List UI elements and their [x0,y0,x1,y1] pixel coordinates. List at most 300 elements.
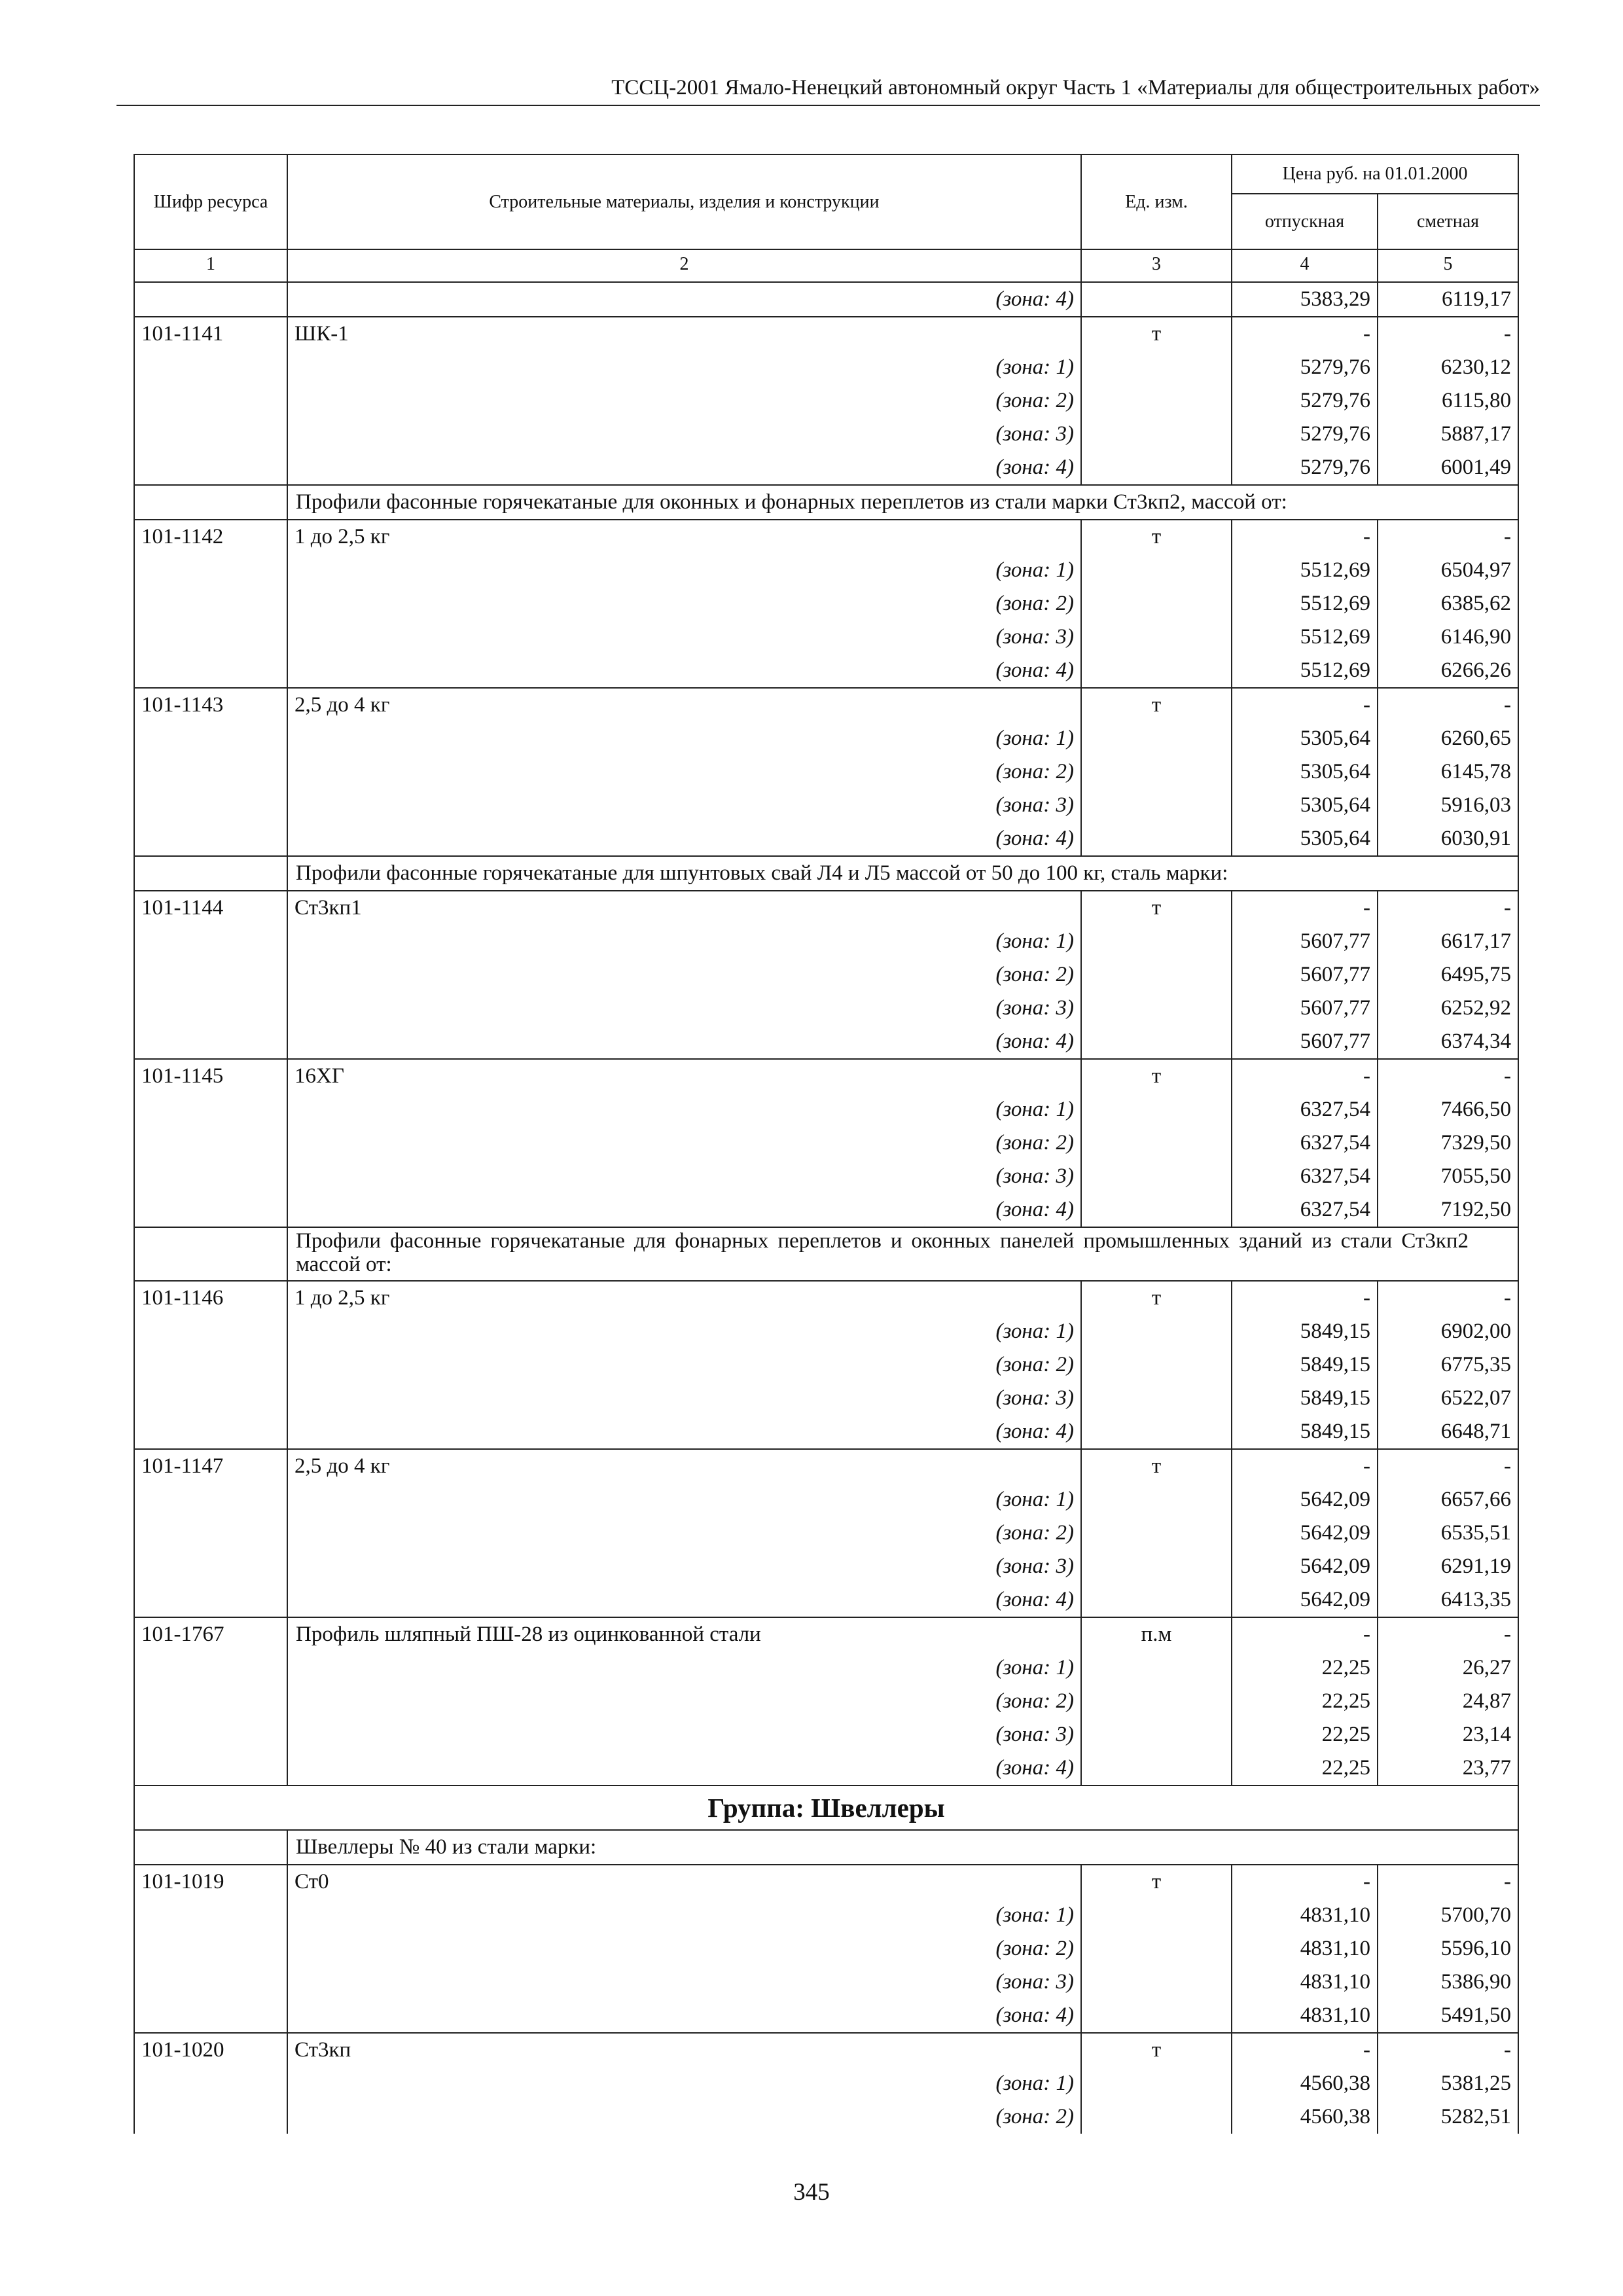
unit-cell [1081,1932,1232,1965]
estimate-price: 5282,51 [1378,2100,1518,2134]
unit-cell: т [1081,520,1232,554]
unit-cell [1081,1160,1232,1193]
unit-cell [1081,1583,1232,1617]
resource-code [134,1965,287,1999]
estimate-price: 6902,00 [1378,1315,1518,1348]
header-price-group: Цена руб. на 01.01.2000 [1232,154,1518,194]
release-price: 6327,54 [1232,1160,1378,1193]
release-price: 22,25 [1232,1685,1378,1718]
estimate-price: 6374,34 [1378,1025,1518,1059]
unit-cell [1081,1899,1232,1932]
unit-cell [1081,1685,1232,1718]
unit-cell [1081,1999,1232,2033]
estimate-price: 6504,97 [1378,554,1518,587]
zone-label: (зона: 3) [287,1718,1081,1751]
release-price: 5279,76 [1232,351,1378,384]
estimate-price: - [1378,1449,1518,1483]
zone-label: (зона: 1) [287,351,1081,384]
unit-cell [1081,654,1232,688]
release-price: 5849,15 [1232,1382,1378,1415]
zone-row [134,1965,1518,1999]
zone-row [134,1193,1518,1227]
estimate-price: 6385,62 [1378,587,1518,620]
estimate-price: 6252,92 [1378,992,1518,1025]
unit-cell [1081,620,1232,654]
group-heading-row [134,1785,1518,1830]
zone-row [134,822,1518,856]
release-price: 4560,38 [1232,2067,1378,2100]
section-heading-row [134,1830,1518,1865]
estimate-price: 6119,17 [1378,282,1518,317]
zone-row [134,992,1518,1025]
estimate-price: 6266,26 [1378,654,1518,688]
estimate-price: 5381,25 [1378,2067,1518,2100]
material-name: 1 до 2,5 кг [287,1281,1081,1315]
resource-code [134,1751,287,1785]
unit-cell: т [1081,1059,1232,1093]
resource-code [134,282,287,317]
material-name: Ст3кп1 [287,891,1081,925]
section-code-cell [134,1830,287,1865]
resource-code: 101-1144 [134,891,287,925]
estimate-price: 6145,78 [1378,755,1518,789]
estimate-price: 6648,71 [1378,1415,1518,1449]
zone-label: (зона: 4) [287,1583,1081,1617]
estimate-price: 5491,50 [1378,1999,1518,2033]
resource-code: 101-1141 [134,317,287,351]
unit-cell: т [1081,688,1232,722]
unit-cell [1081,1093,1232,1126]
section-code-cell [134,1227,287,1281]
estimate-price: - [1378,1281,1518,1315]
zone-label: (зона: 2) [287,384,1081,418]
zone-label: (зона: 4) [287,822,1081,856]
release-price: 5607,77 [1232,925,1378,958]
zone-row [134,2067,1518,2100]
resource-code [134,992,287,1025]
unit-cell [1081,789,1232,822]
resource-code: 101-1142 [134,520,287,554]
material-name: Профиль шляпный ПШ-28 из оцинкованной стали [287,1617,1081,1651]
release-price: 5305,64 [1232,722,1378,755]
release-price: 4560,38 [1232,2100,1378,2134]
unit-cell [1081,351,1232,384]
unit-cell [1081,2067,1232,2100]
zone-row [134,755,1518,789]
estimate-price: 5386,90 [1378,1965,1518,1999]
zone-row [134,1751,1518,1785]
resource-code [134,587,287,620]
estimate-price: 6775,35 [1378,1348,1518,1382]
table-row [134,1281,1518,1315]
resource-code [134,451,287,485]
unit-cell [1081,587,1232,620]
estimate-price: 6260,65 [1378,722,1518,755]
section-code-cell [134,485,287,520]
estimate-price: 6291,19 [1378,1550,1518,1583]
release-price: 4831,10 [1232,1999,1378,2033]
release-price: 5279,76 [1232,451,1378,485]
table-row [134,1865,1518,1899]
header-name: Строительные материалы, изделия и конструкции [287,154,1081,249]
unit-cell [1081,1025,1232,1059]
unit-cell [1081,384,1232,418]
release-price: 5849,15 [1232,1315,1378,1348]
estimate-price: 7055,50 [1378,1160,1518,1193]
release-price: 5849,15 [1232,1348,1378,1382]
zone-row [134,1093,1518,1126]
zone-row [134,2100,1518,2134]
resource-code [134,1932,287,1965]
column-number: 4 [1232,249,1378,282]
resource-code [134,1382,287,1415]
zone-label: (зона: 3) [287,1382,1081,1415]
estimate-price: - [1378,891,1518,925]
unit-cell [1081,1193,1232,1227]
zone-label: (зона: 1) [287,925,1081,958]
column-number-row [134,249,1518,282]
section-code-cell [134,856,287,891]
resource-code [134,925,287,958]
zone-row [134,1718,1518,1751]
zone-label: (зона: 1) [287,1651,1081,1685]
material-name: Ст3кп [287,2033,1081,2067]
zone-row [134,418,1518,451]
estimate-price: 6495,75 [1378,958,1518,992]
unit-cell: т [1081,317,1232,351]
resource-code [134,1583,287,1617]
zone-row [134,587,1518,620]
estimate-price: - [1378,1617,1518,1651]
unit-cell [1081,554,1232,587]
release-price: 5279,76 [1232,384,1378,418]
zone-label: (зона: 4) [287,1751,1081,1785]
resource-code [134,1160,287,1193]
release-price: - [1232,1865,1378,1899]
zone-row [134,451,1518,485]
zone-label: (зона: 3) [287,992,1081,1025]
estimate-price: - [1378,1865,1518,1899]
release-price: 5512,69 [1232,620,1378,654]
unit-cell [1081,1550,1232,1583]
header-estimate-price: сметная [1378,194,1518,249]
unit-cell: т [1081,2033,1232,2067]
release-price: - [1232,317,1378,351]
release-price: 4831,10 [1232,1899,1378,1932]
estimate-price: 6230,12 [1378,351,1518,384]
release-price: 4831,10 [1232,1965,1378,1999]
estimate-price: 7466,50 [1378,1093,1518,1126]
unit-cell: т [1081,1865,1232,1899]
material-name: 1 до 2,5 кг [287,520,1081,554]
unit-cell [1081,925,1232,958]
zone-label: (зона: 2) [287,1516,1081,1550]
release-price: - [1232,520,1378,554]
column-number: 5 [1378,249,1518,282]
zone-label: (зона: 2) [287,2100,1081,2134]
resource-code [134,1126,287,1160]
estimate-price: 5596,10 [1378,1932,1518,1965]
section-heading: Профили фасонные горячекатаные для шпунтовых свай Л4 и Л5 массой от 50 до 100 кг, сталь марки: [287,856,1518,891]
column-number: 1 [134,249,287,282]
section-heading: Швеллеры № 40 из стали марки: [287,1830,1518,1865]
zone-row [134,789,1518,822]
unit-cell [1081,1651,1232,1685]
release-price: - [1232,891,1378,925]
unit-cell [1081,282,1232,317]
release-price: - [1232,1059,1378,1093]
release-price: - [1232,2033,1378,2067]
zone-row [134,1348,1518,1382]
resource-code [134,554,287,587]
column-number: 3 [1081,249,1232,282]
zone-row [134,351,1518,384]
unit-cell [1081,722,1232,755]
estimate-price: 7329,50 [1378,1126,1518,1160]
release-price: 5305,64 [1232,822,1378,856]
table-row [134,2033,1518,2067]
release-price: 5849,15 [1232,1415,1378,1449]
group-heading: Группа: Швеллеры [134,1785,1518,1830]
estimate-price: - [1378,317,1518,351]
zone-label: (зона: 4) [287,282,1081,317]
zone-label: (зона: 3) [287,1965,1081,1999]
estimate-price: 6522,07 [1378,1382,1518,1415]
release-price: 5305,64 [1232,789,1378,822]
unit-cell [1081,1382,1232,1415]
release-price: 22,25 [1232,1751,1378,1785]
resource-code [134,1093,287,1126]
estimate-price: 6657,66 [1378,1483,1518,1516]
zone-row [134,1025,1518,1059]
zone-row [134,1415,1518,1449]
resource-code [134,1899,287,1932]
zone-row [134,958,1518,992]
resource-code [134,620,287,654]
zone-row [134,282,1518,317]
zone-label: (зона: 2) [287,1348,1081,1382]
resource-code [134,1651,287,1685]
resource-code [134,2100,287,2134]
zone-row [134,1932,1518,1965]
zone-row [134,1899,1518,1932]
release-price: 4831,10 [1232,1932,1378,1965]
resource-code [134,1483,287,1516]
price-table-wrapper [134,154,1518,2134]
release-price: 5642,09 [1232,1583,1378,1617]
section-heading-row [134,485,1518,520]
zone-label: (зона: 3) [287,1550,1081,1583]
header-unit: Ед. изм. [1081,154,1232,249]
release-price: 5607,77 [1232,1025,1378,1059]
table-body [134,282,1518,2134]
unit-cell: п.м [1081,1617,1232,1651]
zone-label: (зона: 3) [287,620,1081,654]
release-price: 5607,77 [1232,958,1378,992]
estimate-price: 6146,90 [1378,620,1518,654]
zone-row [134,1651,1518,1685]
zone-label: (зона: 2) [287,587,1081,620]
release-price: 5642,09 [1232,1516,1378,1550]
estimate-price: - [1378,688,1518,722]
resource-code [134,1718,287,1751]
unit-cell [1081,1315,1232,1348]
estimate-price: 5887,17 [1378,418,1518,451]
unit-cell [1081,1965,1232,1999]
estimate-price: - [1378,2033,1518,2067]
resource-code [134,1415,287,1449]
unit-cell [1081,2100,1232,2134]
table-row [134,520,1518,554]
zone-row [134,925,1518,958]
header-release-price: отпускная [1232,194,1378,249]
release-price: - [1232,1449,1378,1483]
release-price: - [1232,1617,1378,1651]
unit-cell [1081,1126,1232,1160]
zone-label: (зона: 2) [287,1126,1081,1160]
unit-cell: т [1081,1449,1232,1483]
zone-label: (зона: 1) [287,1899,1081,1932]
resource-code [134,1685,287,1718]
zone-label: (зона: 4) [287,1193,1081,1227]
zone-row [134,1483,1518,1516]
unit-cell [1081,755,1232,789]
estimate-price: 7192,50 [1378,1193,1518,1227]
zone-label: (зона: 4) [287,1999,1081,2033]
resource-code: 101-1146 [134,1281,287,1315]
release-price: 22,25 [1232,1651,1378,1685]
estimate-price: - [1378,520,1518,554]
unit-cell: т [1081,891,1232,925]
unit-cell [1081,1348,1232,1382]
unit-cell [1081,958,1232,992]
material-name: Ст0 [287,1865,1081,1899]
section-heading: Профили фасонные горячекатаные для фонарных переплетов и оконных панелей промышленных зданий из стали Ст3кп2 массой от: [287,1227,1518,1281]
release-price: 5642,09 [1232,1550,1378,1583]
section-heading-row [134,856,1518,891]
zone-label: (зона: 3) [287,1160,1081,1193]
release-price: 5642,09 [1232,1483,1378,1516]
zone-row [134,654,1518,688]
zone-row [134,1550,1518,1583]
zone-label: (зона: 4) [287,1025,1081,1059]
zone-row [134,1685,1518,1718]
zone-label: (зона: 2) [287,958,1081,992]
resource-code: 101-1020 [134,2033,287,2067]
release-price: 5279,76 [1232,418,1378,451]
estimate-price: 26,27 [1378,1651,1518,1685]
zone-label: (зона: 1) [287,1483,1081,1516]
zone-label: (зона: 1) [287,1093,1081,1126]
resource-code [134,1999,287,2033]
estimate-price: 24,87 [1378,1685,1518,1718]
resource-code [134,822,287,856]
table-row [134,1059,1518,1093]
resource-code [134,722,287,755]
unit-cell [1081,1718,1232,1751]
zone-row [134,620,1518,654]
zone-label: (зона: 3) [287,418,1081,451]
zone-row [134,1583,1518,1617]
zone-label: (зона: 1) [287,554,1081,587]
release-price: 5305,64 [1232,755,1378,789]
unit-cell [1081,1751,1232,1785]
material-name: 16ХГ [287,1059,1081,1093]
resource-code: 101-1145 [134,1059,287,1093]
zone-row [134,1126,1518,1160]
release-price: 5512,69 [1232,554,1378,587]
section-heading: Профили фасонные горячекатаные для оконных и фонарных переплетов из стали марки Ст3кп2, массой от: [287,485,1518,520]
zone-label: (зона: 2) [287,755,1081,789]
resource-code [134,418,287,451]
resource-code [134,1193,287,1227]
page-number: 345 [793,2179,830,2206]
resource-code [134,384,287,418]
resource-code: 101-1147 [134,1449,287,1483]
estimate-price: 6617,17 [1378,925,1518,958]
release-price: 6327,54 [1232,1193,1378,1227]
zone-label: (зона: 3) [287,789,1081,822]
resource-code [134,789,287,822]
estimate-price: 5700,70 [1378,1899,1518,1932]
resource-code: 101-1767 [134,1617,287,1651]
resource-code: 101-1019 [134,1865,287,1899]
release-price: - [1232,1281,1378,1315]
unit-cell [1081,1516,1232,1550]
table-row [134,891,1518,925]
table-row [134,317,1518,351]
zone-label: (зона: 2) [287,1685,1081,1718]
resource-code [134,2067,287,2100]
zone-label: (зона: 4) [287,1415,1081,1449]
zone-row [134,1382,1518,1415]
unit-cell [1081,1483,1232,1516]
resource-code [134,351,287,384]
estimate-price: 6413,35 [1378,1583,1518,1617]
column-number: 2 [287,249,1081,282]
estimate-price: 6535,51 [1378,1516,1518,1550]
resource-code [134,958,287,992]
estimate-price: 6030,91 [1378,822,1518,856]
table-row [134,1449,1518,1483]
zone-row [134,722,1518,755]
release-price: 5512,69 [1232,587,1378,620]
zone-row [134,384,1518,418]
zone-label: (зона: 2) [287,1932,1081,1965]
release-price: - [1232,688,1378,722]
resource-code [134,1315,287,1348]
zone-row [134,1999,1518,2033]
release-price: 6327,54 [1232,1126,1378,1160]
estimate-price: 5916,03 [1378,789,1518,822]
estimate-price: 6115,80 [1378,384,1518,418]
estimate-price: 6001,49 [1378,451,1518,485]
estimate-price: - [1378,1059,1518,1093]
zone-row [134,1160,1518,1193]
zone-row [134,1516,1518,1550]
unit-cell: т [1081,1281,1232,1315]
unit-cell [1081,418,1232,451]
resource-code [134,1025,287,1059]
estimate-price: 23,14 [1378,1718,1518,1751]
zone-label: (зона: 4) [287,654,1081,688]
zone-label: (зона: 4) [287,451,1081,485]
unit-cell [1081,992,1232,1025]
zone-label: (зона: 1) [287,722,1081,755]
resource-code [134,1348,287,1382]
zone-label: (зона: 1) [287,1315,1081,1348]
zone-row [134,1315,1518,1348]
